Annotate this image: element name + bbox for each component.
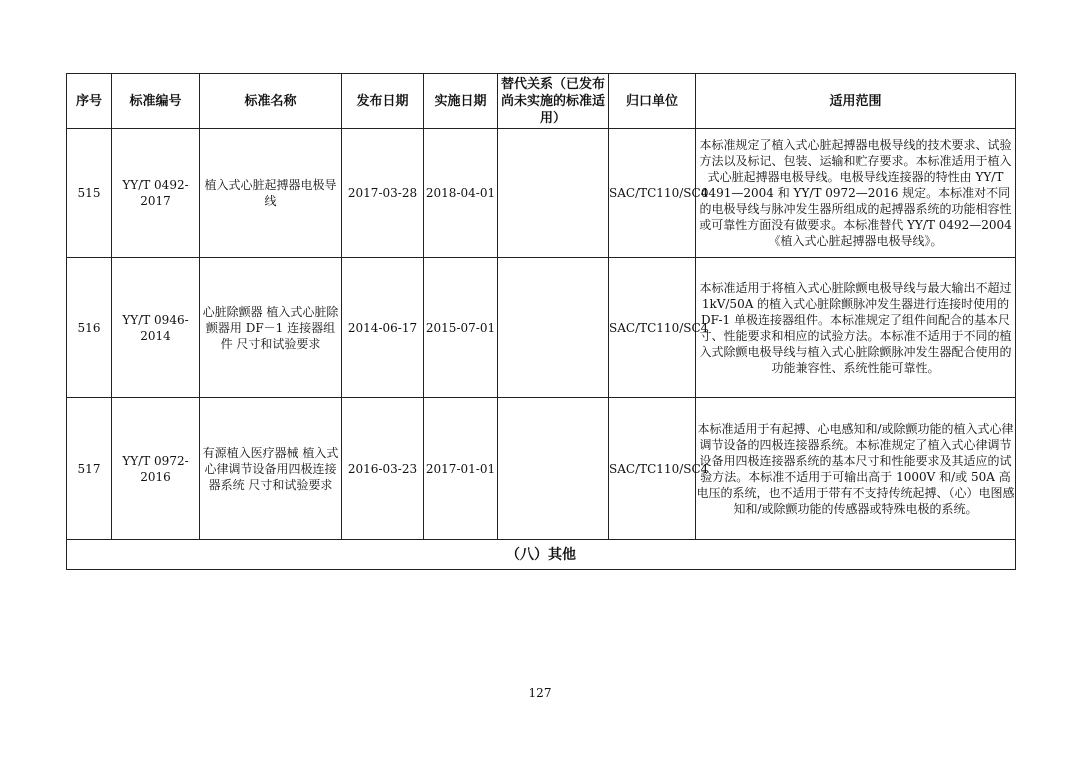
replacement: [498, 258, 609, 398]
standard-code: YY/T 0972-2016: [112, 398, 200, 540]
row-number: 516: [67, 258, 112, 398]
section-heading: （八）其他: [67, 540, 1016, 570]
publish-date: 2016-03-23: [342, 398, 424, 540]
effective-date: 2015-07-01: [424, 258, 498, 398]
page-number: 127: [528, 686, 552, 700]
scope: 本标准适用于有起搏、心电感知和/或除颤功能的植入式心律调节设备的四极连接器系统。本标准规定了植入式心律调节设备用四极连接器系统的基本尺寸和性能要求及其适应的试验方法。本标准不适用于可输出高于 1000V 和/或 50A 高电压的系统，也不适用于带有不支持传统起搏、（心）电图感知和/或除颤功能的传感器或特殊电极的系统。: [696, 398, 1016, 540]
scope: 本标准适用于将植入式心脏除颤电极导线与最大输出不超过 1kV/50A 的植入式心脏除颤脉冲发生器进行连接时使用的 DF-1 单极连接器组件。本标准规定了组件间配合的基本尺寸、性能要求和相应的试验方法。本标准不适用于不同的植入式除颤电极导线与植入式心脏除颤脉冲发生器配合使用的功能兼容性、系统性能可靠性。: [696, 258, 1016, 398]
row-number: 515: [67, 129, 112, 258]
effective-date: 2017-01-01: [424, 398, 498, 540]
table-row: [67, 398, 1016, 540]
standard-name: 植入式心脏起搏器电极导线: [200, 129, 342, 258]
table-row: [67, 258, 1016, 398]
scope: 本标准规定了植入式心脏起搏器电极导线的技术要求、试验方法以及标记、包装、运输和贮存要求。本标准适用于植入式心脏起搏器电极导线。电极导线连接器的特性由 YY/T 0491—2004 和 YY/T 0972—2016 规定。本标准对不同的电极导线与脉冲发生器所组成的起搏器系统的功能相容性或可靠性方面没有做要求。本标准替代 YY/T 0492—2004《植入式心脏起搏器电极导线》。: [696, 129, 1016, 258]
header-name: 标准名称: [200, 74, 342, 129]
section-row: [67, 540, 1016, 570]
standard-name: 有源植入医疗器械 植入式心律调节设备用四极连接器系统 尺寸和试验要求: [200, 398, 342, 540]
header-code: 标准编号: [112, 74, 200, 129]
department: SAC/TC110/SC4: [609, 398, 696, 540]
header-publish-date: 发布日期: [342, 74, 424, 129]
replacement: [498, 398, 609, 540]
standard-name: 心脏除颤器 植入式心脏除颤器用 DF－1 连接器组件 尺寸和试验要求: [200, 258, 342, 398]
header-effective-date: 实施日期: [424, 74, 498, 129]
header-department: 归口单位: [609, 74, 696, 129]
department: SAC/TC110/SC4: [609, 258, 696, 398]
header-row: [67, 74, 1016, 129]
department: SAC/TC110/SC4: [609, 129, 696, 258]
effective-date: 2018-04-01: [424, 129, 498, 258]
standards-table: [66, 73, 1016, 570]
header-seq: 序号: [67, 74, 112, 129]
row-number: 517: [67, 398, 112, 540]
header-replacement: 替代关系（已发布尚未实施的标准适用）: [498, 74, 609, 129]
replacement: [498, 129, 609, 258]
standard-code: YY/T 0946-2014: [112, 258, 200, 398]
table-row: [67, 129, 1016, 258]
publish-date: 2017-03-28: [342, 129, 424, 258]
standard-code: YY/T 0492-2017: [112, 129, 200, 258]
header-scope: 适用范围: [696, 74, 1016, 129]
publish-date: 2014-06-17: [342, 258, 424, 398]
